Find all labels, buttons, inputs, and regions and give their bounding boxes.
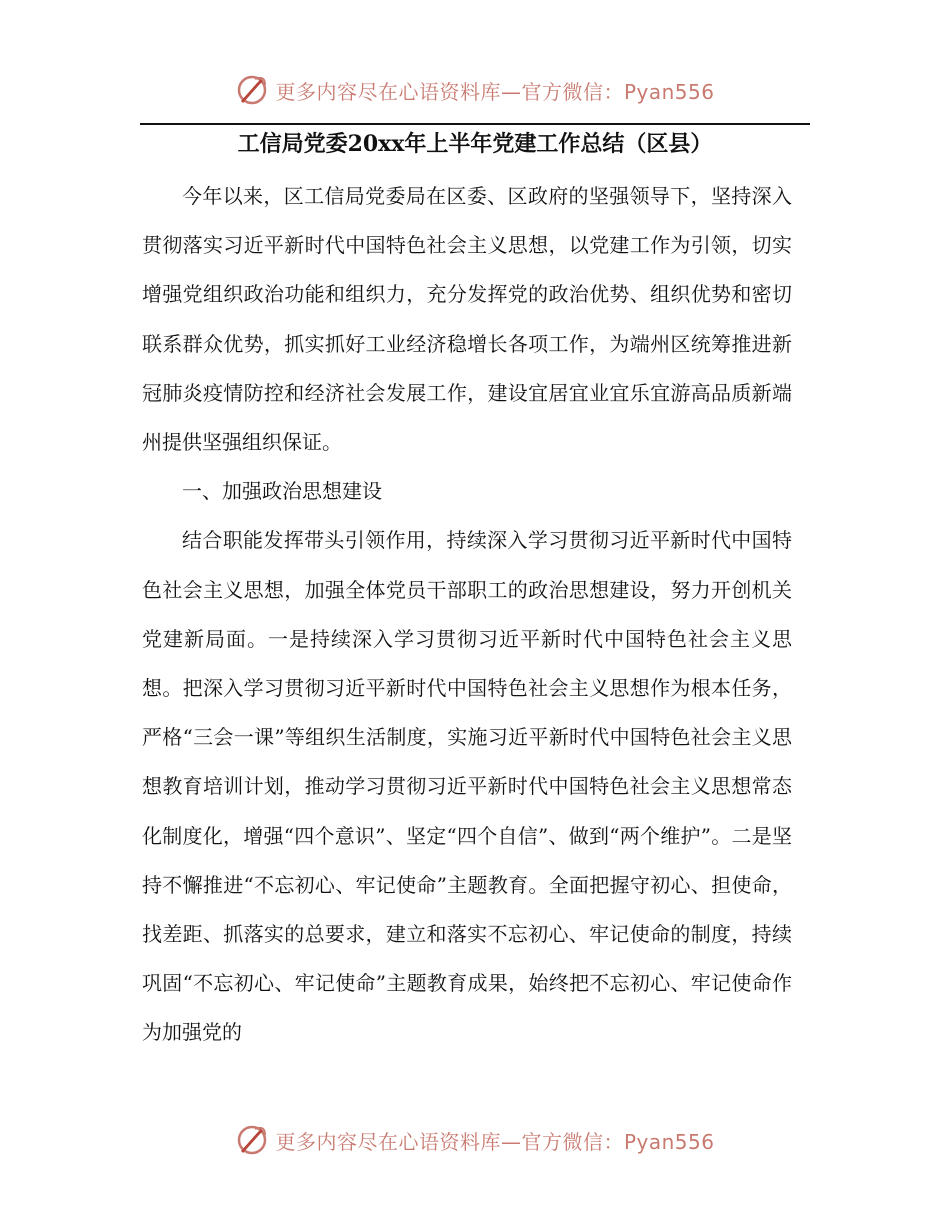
quill-pen-logo-icon [235, 1123, 269, 1157]
header-banner [0, 70, 950, 110]
header-divider [140, 123, 810, 125]
footer-banner [0, 1120, 950, 1160]
header-banner-text: 更多内容尽在心语资料库—官方微信：Pyan556 [275, 79, 715, 104]
document-title: 工信局党委20xx年上半年党建工作总结（区县） [237, 131, 713, 157]
section-heading: 一、加强政治思想建设 [182, 479, 382, 504]
document-body [142, 172, 792, 1058]
quill-pen-logo-icon [235, 73, 269, 107]
paragraph-intro: 今年以来，区工信局党委局在区委、区政府的坚强领导下，坚持深入贯彻落实习近平新时代中国特色社会主义思想，以党建工作为引领，切实增强党组织政治功能和组织力，充分发挥党的政治优势、组织优势和密切联系群众优势，抓实抓好工业经济稳增长各项工作，为端州区统筹推进新冠肺炎疫情防控和经济社会发展工作，建设宜居宜业宜乐宜游高品质新端州提供坚强组织保证。 [142, 184, 792, 455]
footer-banner-text: 更多内容尽在心语资料库—官方微信：Pyan556 [275, 1129, 715, 1154]
paragraph-body: 结合职能发挥带头引领作用，持续深入学习贯彻习近平新时代中国特色社会主义思想，加强全体党员干部职工的政治思想建设，努力开创机关党建新局面。一是持续深入学习贯彻习近平新时代中国特色社会主义思想。把深入学习贯彻习近平新时代中国特色社会主义思想作为根本任务，严格“三会一课”等组织生活制度，实施习近平新时代中国特色社会主义思想教育培训计划，推动学习贯彻习近平新时代中国特色社会主义思想常态化制度化，增强“四个意识”、坚定“四个自信”、做到“两个维护”。二是坚持不懈推进“不忘初心、牢记使命”主题教育。全面把握守初心、担使命，找差距、抓落实的总要求，建立和落实不忘初心、牢记使命的制度，持续巩固“不忘初心、牢记使命”主题教育成果，始终把不忘初心、牢记使命作为加强党的 [142, 528, 792, 1045]
